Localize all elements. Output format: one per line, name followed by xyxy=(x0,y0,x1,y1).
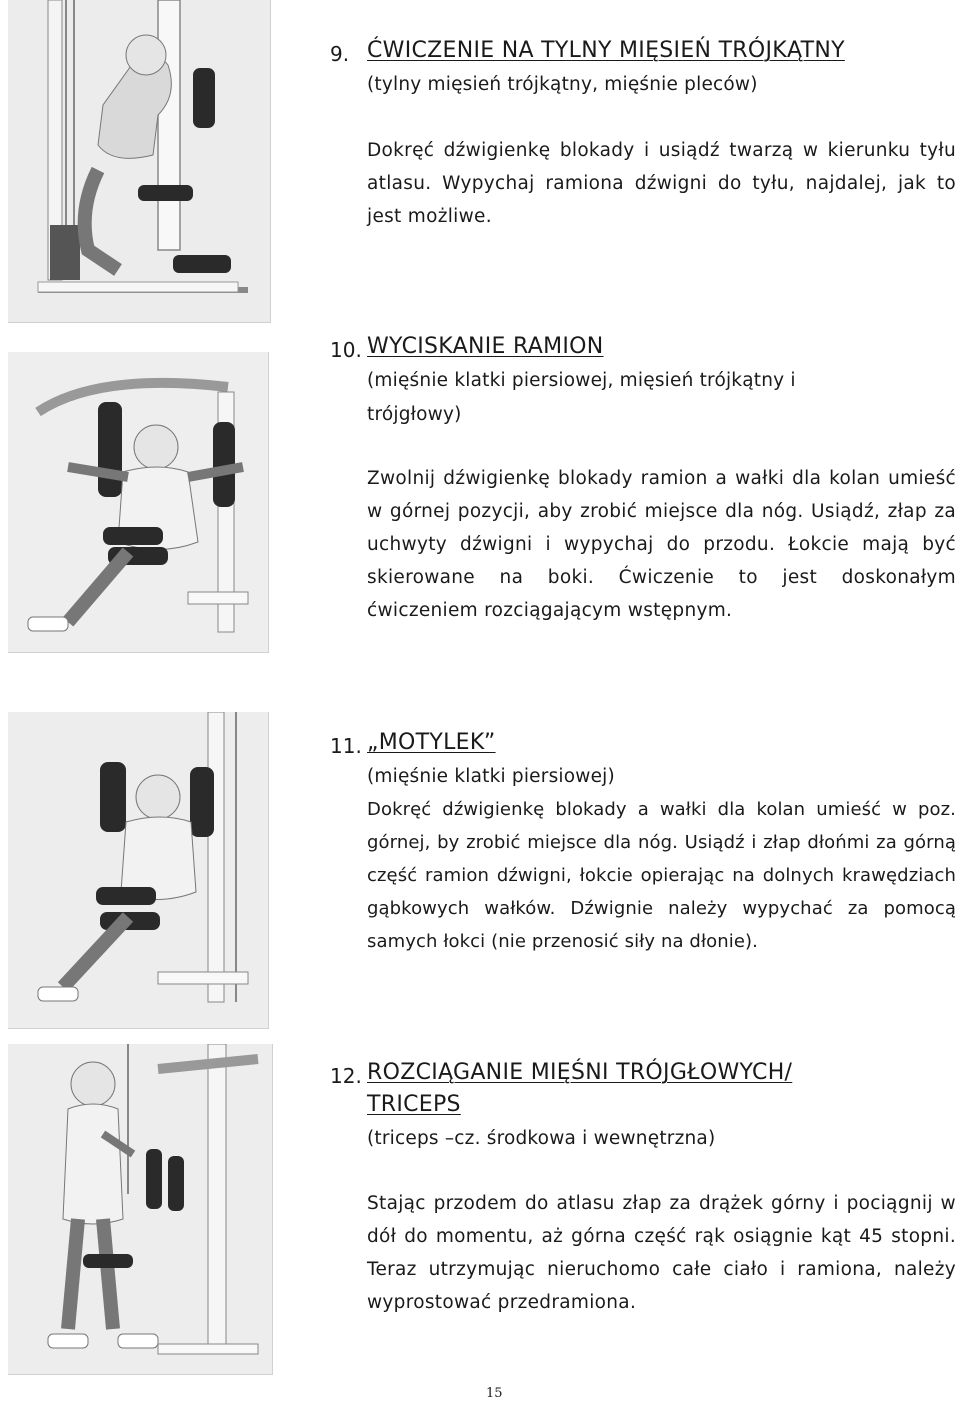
exercise-description: Dokręć dźwigienkę blokady a wałki dla kolan umieść w poz. górnej, by zrobić miejsce dla nóg. Usiądź i złap dłońmi za górną część ramion dźwigni, łokcie opierając na dolnych krawędziach gąbkowych wałków. Dźwignie należy wypychać za pomocą samych łokci (nie przenosić siły na dłonie). xyxy=(367,799,956,952)
exercise-title: WYCISKANIE RAMION xyxy=(367,334,604,359)
exercise-number: 12. xyxy=(330,1064,362,1088)
butterfly-machine-illustration xyxy=(8,712,268,1028)
exercise-number: 10. xyxy=(330,338,362,362)
exercise-9-photo xyxy=(8,0,271,323)
exercise-number: 9. xyxy=(330,42,350,66)
exercise-11-photo xyxy=(8,712,269,1029)
exercise-12 xyxy=(330,1058,956,1358)
exercise-muscles: (triceps –cz. środkowa i wewnętrzna) xyxy=(367,1128,716,1149)
exercise-title-line-2: TRICEPS xyxy=(367,1092,461,1117)
exercise-title-line-1: ROZCIĄGANIE MIĘŚNI TRÓJGŁOWYCH/ xyxy=(367,1060,793,1085)
exercise-muscles: (mięśnie klatki piersiowej) xyxy=(367,766,615,787)
exercise-description: Dokręć dźwigienkę blokady i usiądź twarzą w kierunku tyłu atlasu. Wypychaj ramiona dźwigni do tyłu, najdalej, jak to jest możliwe. xyxy=(367,140,956,227)
exercise-12-photo xyxy=(8,1044,273,1375)
exercise-title: „MOTYLEK” xyxy=(367,730,496,755)
exercise-description: Zwolnij dźwigienkę blokady ramion a wałki dla kolan umieść w górnej pozycji, aby zrobić miejsce dla nóg. Usiądź, złap za uchwyty dźwigni i wypychaj do przodu. Łokcie mają być skierowane na boki. Ćwiczenie to jest doskonałym ćwiczeniem rozciągającym wstępnym. xyxy=(367,468,956,621)
exercise-muscles-line-2: trójgłowy) xyxy=(367,404,462,425)
exercise-9 xyxy=(330,36,956,236)
rear-delt-machine-illustration xyxy=(8,0,270,322)
exercise-11 xyxy=(330,728,956,998)
exercise-description: Stając przodem do atlasu złap za drążek górny i pociągnij w dół do momentu, aż górna część rąk osiągnie kąt 45 stopni. Teraz utrzymując nieruchomo całe ciało i ramiona, należy wyprostować przedramiona. xyxy=(367,1193,956,1313)
page-number: 15 xyxy=(486,1386,503,1401)
exercise-10-photo xyxy=(8,352,269,653)
exercise-10 xyxy=(330,332,956,662)
triceps-pushdown-illustration xyxy=(8,1044,272,1374)
exercise-muscles: (tylny mięsień trójkątny, mięśnie pleców) xyxy=(367,74,758,95)
exercise-muscles-line-1: (mięśnie klatki piersiowej, mięsień trójkątny i xyxy=(367,370,796,391)
exercise-title: ĆWICZENIE NA TYLNY MIĘSIEŃ TRÓJKĄTNY xyxy=(367,38,845,63)
chest-press-machine-illustration xyxy=(8,352,268,652)
exercise-number: 11. xyxy=(330,734,362,758)
